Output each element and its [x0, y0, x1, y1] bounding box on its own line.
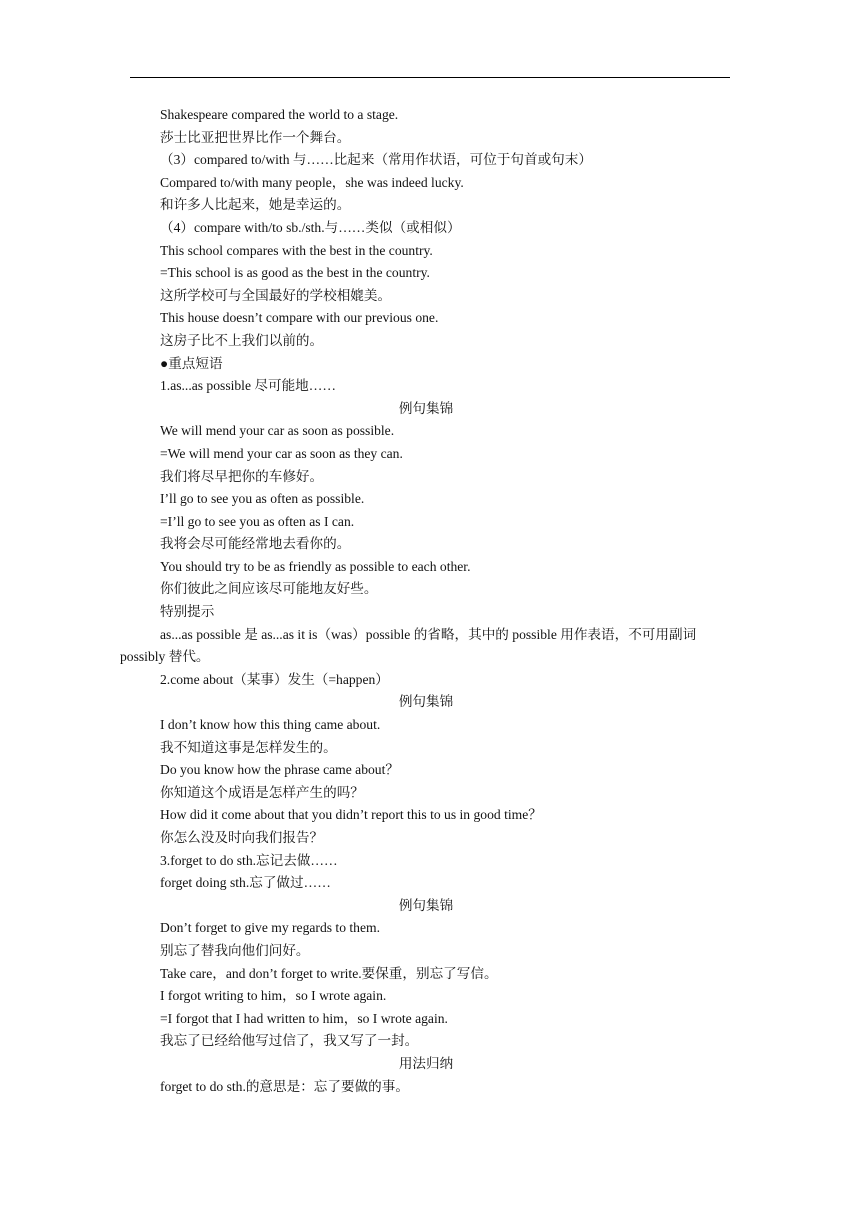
text-line: =This school is as good as the best in the country.: [160, 265, 430, 281]
text-line: 莎士比亚把世界比作一个舞台。: [160, 129, 351, 145]
text-line: Shakespeare compared the world to a stage.: [160, 107, 399, 122]
text-line: 我忘了已经给他写过信了，我又写了一封。: [160, 1033, 419, 1049]
text-line: I’ll go to see you as often as possible.: [160, 491, 365, 507]
text-line: This school compares with the best in the country.: [160, 242, 433, 258]
paragraph: as...as possible 是 as...as it is（was）possible 的省略，其中的 possible 用作表语，不可用副词 possibly 替代。: [120, 626, 697, 665]
text-line: =I forgot that I had written to him，so I wrote again.: [160, 1010, 448, 1026]
section-heading: 用法归纳: [398, 1055, 454, 1071]
text-line: 你们彼此之间应该尽可能地友好些。: [160, 581, 378, 597]
text-line: I don’t know how this thing came about.: [160, 717, 381, 733]
text-line: 别忘了替我向他们问好。: [160, 942, 310, 958]
header-rule: [130, 77, 730, 78]
section-heading: 例句集锦: [398, 694, 454, 710]
text-line: forget to do sth.的意思是：忘了要做的事。: [160, 1078, 409, 1094]
text-line: 特别提示: [160, 604, 215, 620]
text-line: 和许多人比起来，她是幸运的。: [160, 197, 351, 213]
text-line: 这房子比不上我们以前的。: [160, 332, 324, 348]
text-line: Do you know how the phrase came about？: [160, 762, 399, 778]
text-line: forget doing sth.忘了做过……: [160, 875, 331, 891]
text-line: Take care，and don’t forget to write.要保重，别忘了写信。: [160, 965, 498, 981]
text-line: ●重点短语: [160, 355, 223, 371]
section-heading: 例句集锦: [398, 897, 454, 913]
text-line: You should try to be as friendly as possible to each other.: [160, 558, 471, 574]
text-line: 3.forget to do sth.忘记去做……: [160, 852, 338, 868]
text-line: I forgot writing to him，so I wrote again.: [160, 988, 387, 1004]
text-line: 你怎么没及时向我们报告？: [160, 830, 324, 845]
text-line: （3）compared to/with 与……比起来（常用作状语，可位于句首或句末）: [160, 152, 592, 168]
text-line: 2.come about（某事）发生（=happen）: [160, 671, 389, 687]
text-line: 这所学校可与全国最好的学校相媲美。: [160, 287, 392, 303]
text-line: 你知道这个成语是怎样产生的吗？: [160, 784, 364, 800]
text-line: We will mend your car as soon as possible.: [160, 423, 395, 439]
text-line: Don’t forget to give my regards to them.: [160, 920, 380, 936]
text-line: =I’ll go to see you as often as I can.: [160, 513, 355, 529]
text-line: 我将会尽可能经常地去看你的。: [160, 536, 351, 552]
section-heading: 例句集锦: [398, 400, 454, 416]
document-body: [120, 104, 732, 1098]
text-line: 我不知道这事是怎样发生的。: [160, 739, 337, 755]
text-line: （4）compare with/to sb./sth.与……类似（或相似）: [160, 219, 461, 235]
text-line: 我们将尽早把你的车修好。: [160, 468, 324, 484]
text-line: 1.as...as possible 尽可能地……: [160, 378, 336, 394]
text-line: Compared to/with many people，she was indeed lucky.: [160, 174, 464, 190]
text-line: How did it come about that you didn’t report this to us in good time？: [160, 807, 542, 823]
text-line: =We will mend your car as soon as they can.: [160, 445, 403, 461]
text-line: This house doesn’t compare with our previous one.: [160, 310, 439, 326]
